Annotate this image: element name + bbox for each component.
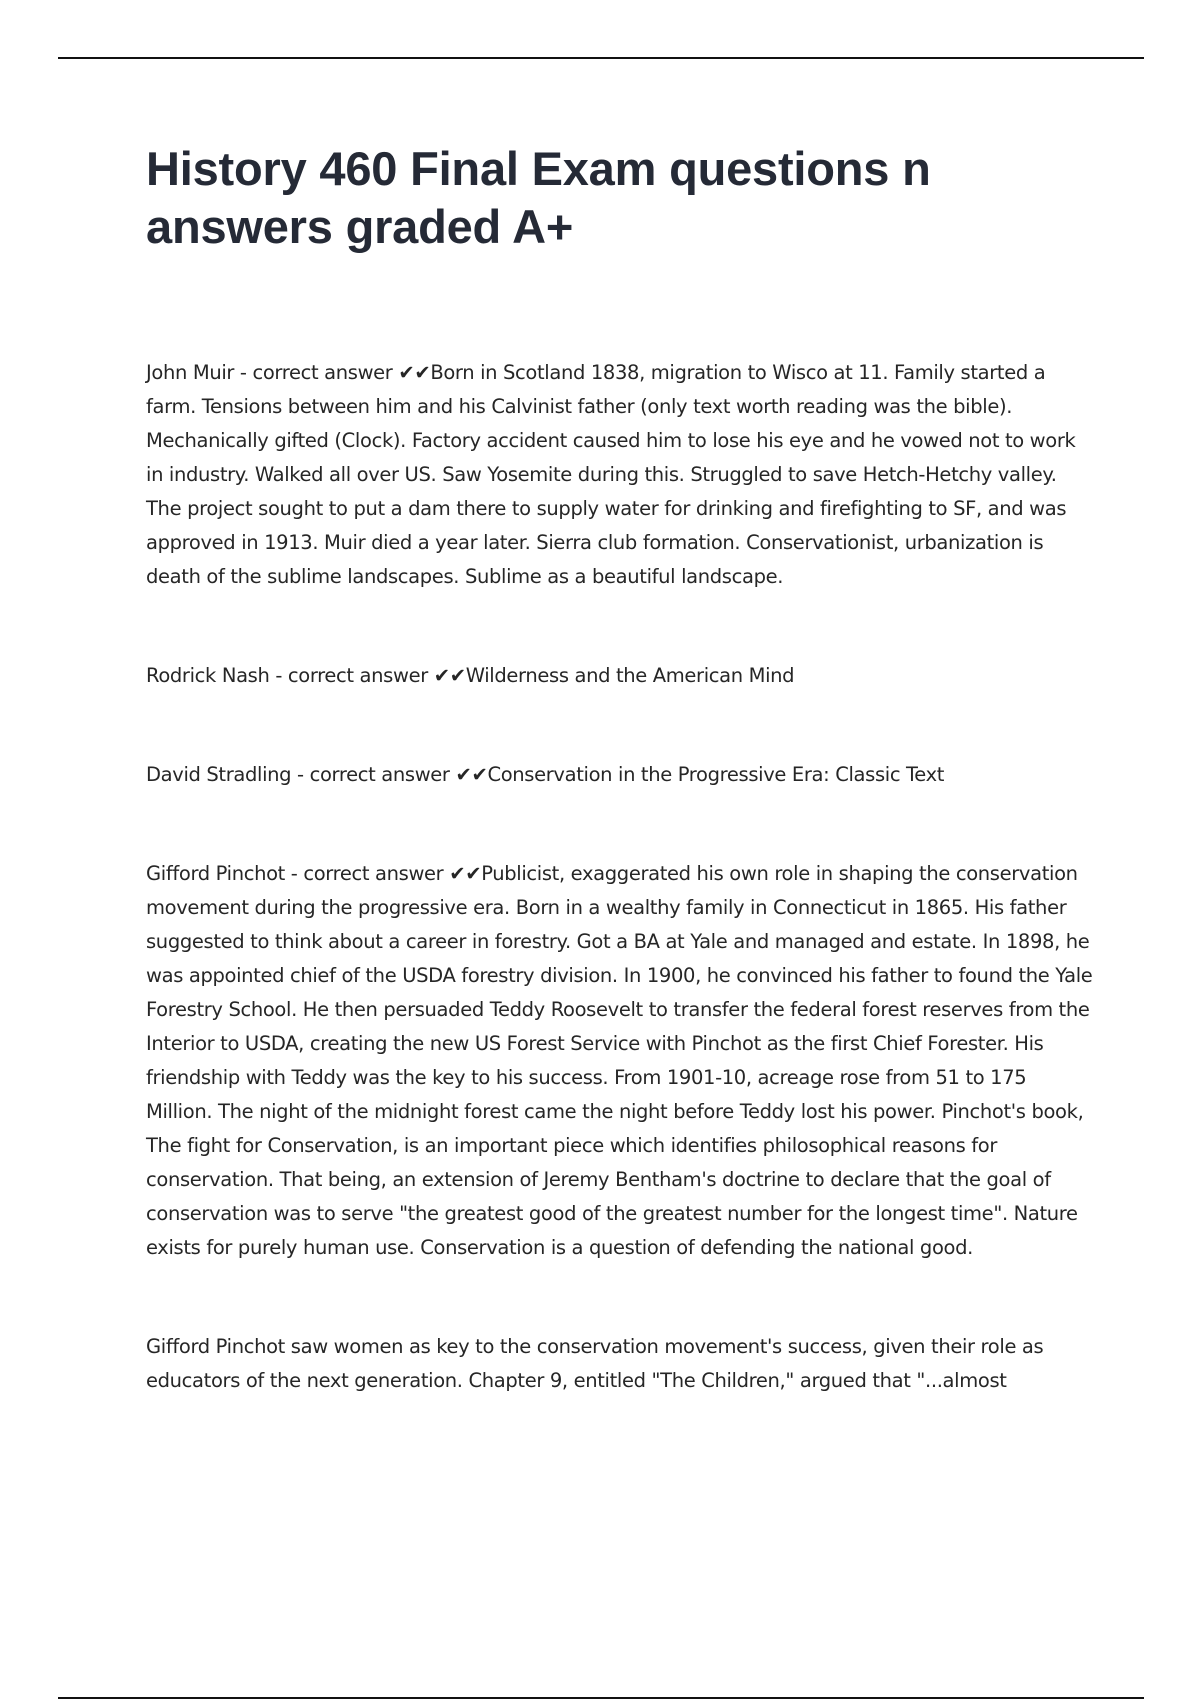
top-rule bbox=[58, 57, 1144, 59]
qa-item-gifford-pinchot: Gifford Pinchot - correct answer ✔✔Publicist, exaggerated his own role in shaping the conservation movement during the progressive era. Born in a wealthy family in Connecticut in 1865. His father suggested to think about a career in forestry. Got a BA at Yale and managed and estate. In 1898, he was appointed chief of the USDA forestry division. In 1900, he convinced his father to found the Yale Forestry School. He then persuaded Teddy Roosevelt to transfer the federal forest reserves from the Interior to USDA, creating the new US Forest Service with Pinchot as the first Chief Forester. His friendship with Teddy was the key to his success. From 1901-10, acreage rose from 51 to 175 Million. The night of the midnight forest came the night before Teddy lost his power. Pinchot's book, The fight for Conservation, is an important piece which identifies philosophical reasons for conservation. That being, an extension of Jeremy Bentham's doctrine to declare that the goal of conservation was to serve "the greatest good of the greatest number for the longest time". Nature exists for purely human use. Conservation is a question of defending the national good. bbox=[146, 862, 1093, 1259]
qa-term: Rodrick Nash bbox=[146, 664, 270, 687]
qa-paragraph: Gifford Pinchot saw women as key to the conservation movement's success, given their role as educators of the next generation. Chapter 9, entitled "The Children," argued that "...almost bbox=[146, 1335, 1044, 1392]
answer-marker: correct answer ✔✔ bbox=[252, 361, 431, 384]
answer-marker: correct answer ✔✔ bbox=[287, 664, 466, 687]
qa-item-john-muir: John Muir - correct answer ✔✔Born in Scotland 1838, migration to Wisco at 11. Family started a farm. Tensions between him and his Calvinist father (only text worth reading was the bible). Mechanically gifted (Clock). Factory accident caused him to lose his eye and he vowed not to work in industry. Walked all over US. Saw Yosemite during this. Struggled to save Hetch-Hetchy valley. The project sought to put a dam there to supply water for drinking and firefighting to SF, and was approved in 1913. Muir died a year later. Sierra club formation. Conservationist, urbanization is death of the sublime landscapes. Sublime as a beautiful landscape. bbox=[146, 361, 1076, 588]
qa-item-rodrick-nash: Rodrick Nash - correct answer ✔✔Wilderness and the American Mind bbox=[146, 664, 795, 687]
qa-answer: Conservation in the Progressive Era: Classic Text bbox=[487, 763, 945, 786]
answer-marker: correct answer ✔✔ bbox=[309, 763, 488, 786]
qa-answer: Born in Scotland 1838, migration to Wisco at 11. Family started a farm. Tensions between him and his Calvinist father (only text worth reading was the bible). Mechanically gifted (Clock). Factory accident caused him to lose his eye and he vowed not to work in industry. Walked all over US. Saw Yosemite during this. Struggled to save Hetch-Hetchy valley. The project sought to put a dam there to supply water for drinking and firefighting to SF, and was approved in 1913. Muir died a year later. Sierra club formation. Conservationist, urbanization is death of the sublime landscapes. Sublime as a beautiful landscape. bbox=[146, 361, 1076, 588]
qa-item-pinchot-women bbox=[146, 1330, 1096, 1398]
qa-term: Gifford Pinchot bbox=[146, 862, 285, 885]
document-title: History 460 Final Exam questions n answers graded A+ bbox=[146, 142, 931, 253]
qa-term: David Stradling bbox=[146, 763, 292, 786]
qa-answer: Wilderness and the American Mind bbox=[465, 664, 795, 687]
qa-term: John Muir bbox=[146, 361, 235, 384]
page-content bbox=[146, 140, 1096, 1463]
bottom-rule bbox=[58, 1697, 1144, 1699]
qa-item-david-stradling: David Stradling - correct answer ✔✔Conservation in the Progressive Era: Classic Text bbox=[146, 763, 945, 786]
qa-answer: Publicist, exaggerated his own role in shaping the conservation movement during the progressive era. Born in a wealthy family in Connecticut in 1865. His father suggested to think about a career in forestry. Got a BA at Yale and managed and estate. In 1898, he was appointed chief of the USDA forestry division. In 1900, he convinced his father to found the Yale Forestry School. He then persuaded Teddy Roosevelt to transfer the federal forest reserves from the Interior to USDA, creating the new US Forest Service with Pinchot as the first Chief Forester. His friendship with Teddy was the key to his success. From 1901-10, acreage rose from 51 to 175 Million. The night of the midnight forest came the night before Teddy lost his power. Pinchot's book, The fight for Conservation, is an important piece which identifies philosophical reasons for conservation. That being, an extension of Jeremy Bentham's doctrine to declare that the goal of conservation was to serve "the greatest good of the greatest number for the longest time". Nature exists for purely human use. Conservation is a question of defending the national good. bbox=[146, 862, 1093, 1259]
qa-list bbox=[146, 356, 1096, 1398]
answer-marker: correct answer ✔✔ bbox=[303, 862, 482, 885]
